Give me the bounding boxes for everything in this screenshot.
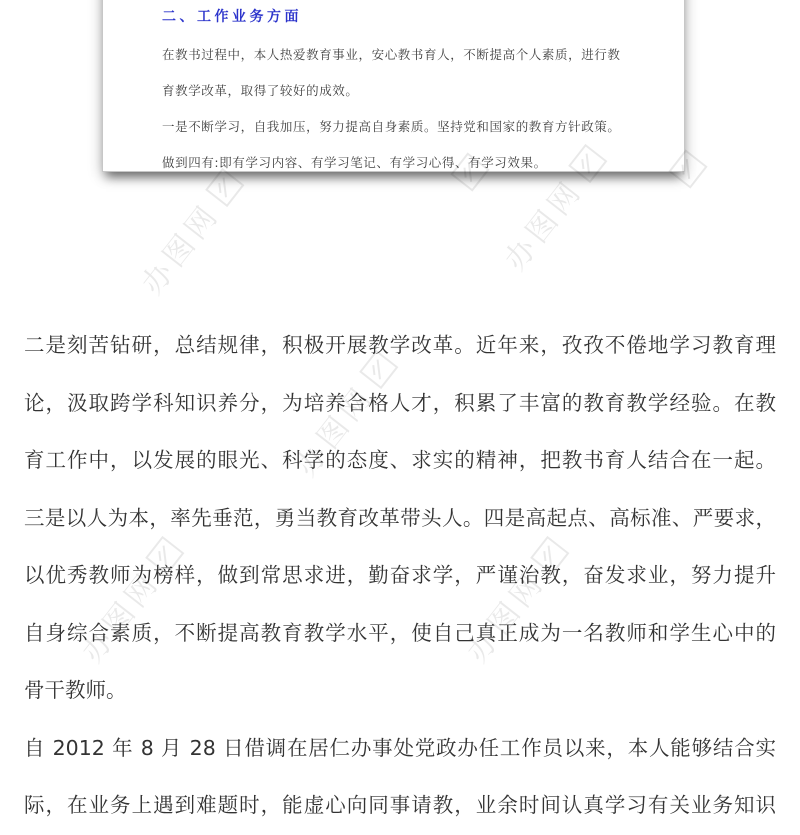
watermark [129,162,252,302]
watermark-text: 办图网 [134,196,228,302]
doc-text-line: 三是以人为本，率先垂范，勇当教育改革带头人。四是高起点、高标准、严要求， [24,505,776,530]
doc-text-line: 以优秀教师为榜样，做到常思求进，勤奋求学，严谨治教，奋发求业，努力提升 [24,563,776,587]
doc-text-line: 际，在业务上遇到难题时，能虚心向同事请教，业余时间认真学习有关业务知识 [24,793,776,817]
watermark-text: 办图网 [459,564,553,670]
doc-text-line: 骨干教师。 [24,678,127,702]
card-text-line: 在教书过程中，本人热爱教育事业，安心教书育人，不断提高个人素质，进行教 [162,47,621,62]
card-text-line: 一是不断学习，自我加压，努力提高自身素质。坚持党和国家的教育方针政策。 [162,119,621,134]
doc-text-line: 自 2012 年 8 月 28 日借调在居仁办事处党政办任工作员以来，本人能够结合实 [24,735,776,760]
card-section-heading: 二、工作业务方面 [162,9,302,25]
doc-text-line: 二是刻苦钻研，总结规律，积极开展教学改革。近年来，孜孜不倦地学习教育理 [24,333,776,357]
document-text-block [24,317,776,835]
card-text-line: 育教学改革，取得了较好的成效。 [162,83,359,98]
doc-text-line: 自身综合素质，不断提高教育教学水平，使自己真正成为一名教师和学生心中的 [24,620,776,645]
watermark-text: 办图网 [74,564,168,670]
watermark-text: 办图网 [288,378,382,484]
watermark-text: 办图网 [497,172,591,278]
document-preview-card[interactable] [102,0,685,172]
card-text-line: 做到四有:即有学习内容、有学习笔记、有学习心得、有学习效果。 [162,155,547,170]
doc-text-line: 论，汲取跨学科知识养分，为培养合格人才，积累了丰富的教育教学经验。在教 [24,390,776,415]
doc-text-line: 育工作中，以发展的眼光、科学的态度、求实的精神，把教书育人结合在一起。 [24,448,776,472]
